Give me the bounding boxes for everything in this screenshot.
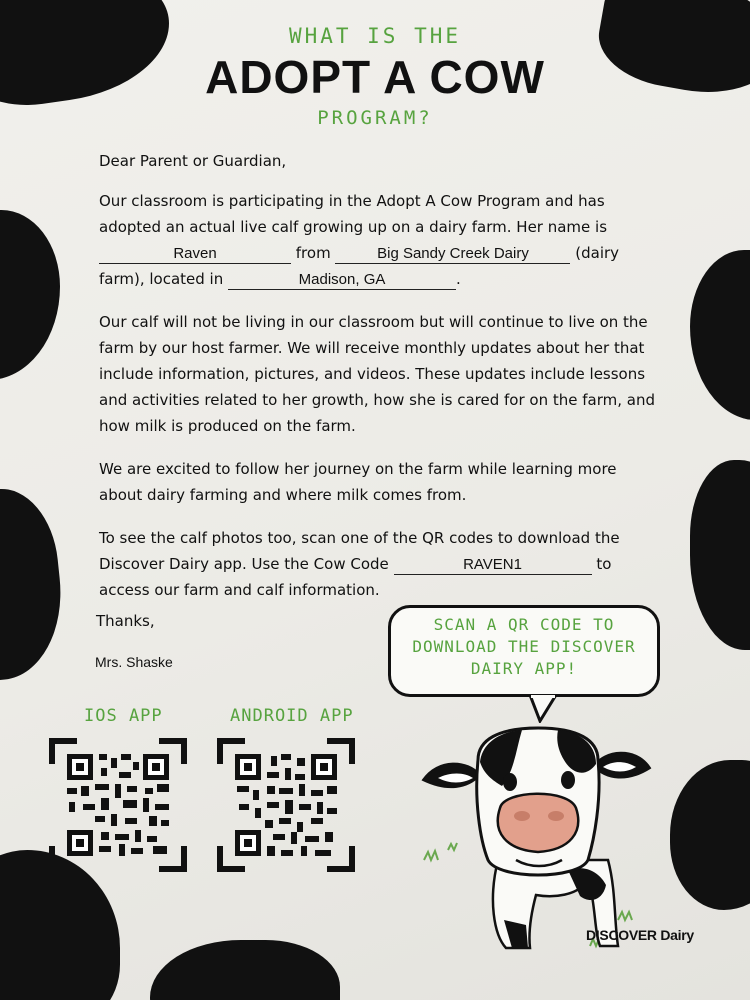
speech-bubble: SCAN A QR CODE TO DOWNLOAD THE DISCOVER DAIRY APP!: [388, 605, 660, 697]
ios-app-label: IOS APP: [84, 706, 163, 726]
page-title: ADOPT A COW: [205, 51, 545, 103]
speech-bubble-tail: [526, 695, 566, 723]
letter-body: [99, 148, 659, 620]
app-instructions-end: to access our farm and calf information.: [99, 555, 612, 599]
closing: Thanks,: [96, 612, 155, 630]
android-qr-code[interactable]: [217, 738, 355, 872]
header-kicker: WHAT IS THE: [288, 24, 462, 48]
from-label: from: [295, 244, 331, 262]
cow-spot-decoration: [690, 460, 750, 650]
greeting: Dear Parent or Guardian,: [99, 152, 287, 170]
calf-name-field: Raven: [99, 245, 291, 264]
ios-qr-code[interactable]: [49, 738, 187, 872]
cow-spot-decoration: [670, 760, 750, 910]
paragraph-intro: [99, 188, 659, 292]
intro-text: Our classroom is participating in the Adopt A Cow Program and has adopted an actual live calf growing up on a dairy farm. Her name is: [99, 192, 608, 236]
cow-spot-decoration: [0, 484, 70, 687]
cow-code-field: RAVEN1: [394, 556, 592, 575]
cow-illustration: [418, 720, 658, 960]
cow-spot-decoration: [0, 850, 120, 1000]
cow-spot-decoration: [150, 940, 340, 1000]
discover-dairy-logo: DISCOVER Dairy: [586, 927, 694, 943]
farm-name-field: Big Sandy Creek Dairy: [335, 245, 570, 264]
header-subtitle: PROGRAM?: [317, 107, 433, 129]
paragraph-updates: Our calf will not be living in our classroom but will continue to live on the farm by our host farmer. We will receive monthly updates about her that include information, pictures, and videos. These updates include lessons and activities related to her growth, how she is cared for on the farm, and how milk is produced on the farm.: [99, 313, 655, 435]
location-field: Madison, GA: [228, 271, 456, 290]
app-instructions: To see the calf photos too, scan one of the QR codes to download the Discover Dairy app. Use the Cow Code: [99, 529, 620, 573]
cow-spot-decoration: [690, 250, 750, 420]
cow-spot-decoration: [0, 210, 60, 380]
paragraph-app: [99, 525, 659, 603]
dairy-farm-label: (dairy farm), located in: [99, 244, 620, 288]
android-app-label: ANDROID APP: [230, 706, 354, 726]
paragraph-journey: We are excited to follow her journey on the farm while learning more about dairy farming and where milk comes from.: [99, 460, 617, 504]
sentence-end: .: [456, 270, 461, 288]
signature: Mrs. Shaske: [95, 654, 173, 670]
